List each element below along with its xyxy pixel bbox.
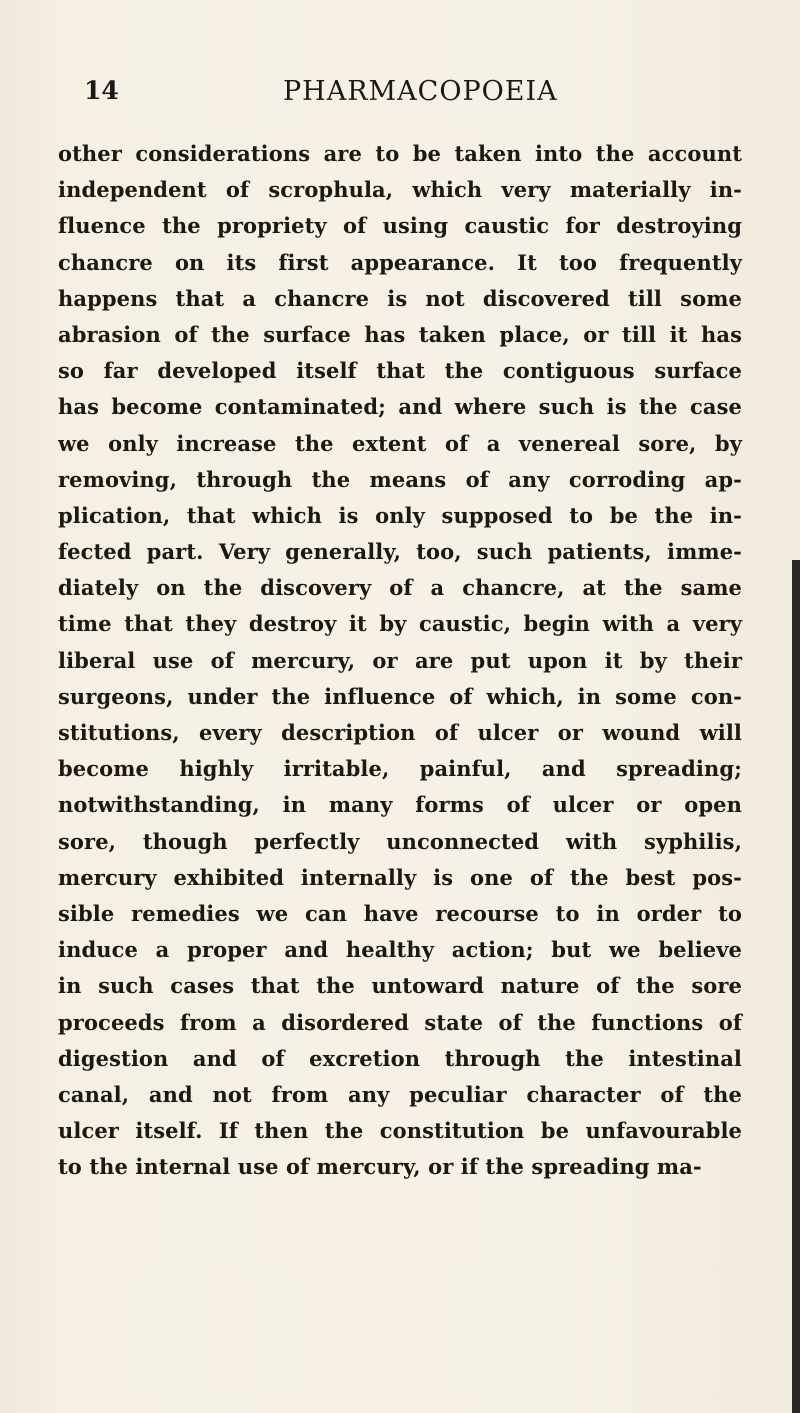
- text-line: happens that a chancre is not discovered till some: [58, 285, 742, 311]
- text-line: diately on the discovery of a chancre, at the same: [58, 575, 742, 601]
- page-edge-shadow: [792, 560, 800, 1413]
- text-line: notwithstanding, in many forms of ulcer or open: [58, 792, 742, 818]
- running-head: PHARMACOPOEIA: [283, 76, 558, 107]
- text-line: removing, through the means of any corroding ap-: [58, 466, 742, 492]
- text-line: become highly irritable, painful, and spreading;: [58, 756, 742, 782]
- text-line: abrasion of the surface has taken place, or till it has: [58, 321, 742, 347]
- text-line: time that they destroy it by caustic, begin with a very: [58, 611, 742, 637]
- text-line: has become contaminated; and where such is the case: [58, 394, 742, 420]
- page-header: [84, 76, 704, 116]
- text-line: liberal use of mercury, or are put upon it by their: [58, 647, 742, 673]
- text-line: ulcer itself. If then the constitution be unfavourable: [58, 1118, 742, 1144]
- text-line: in such cases that the untoward nature of the sore: [58, 973, 742, 999]
- text-line: fected part. Very generally, too, such patients, imme-: [58, 539, 742, 565]
- page-number: 14: [84, 76, 119, 105]
- text-line: chancre on its first appearance. It too frequently: [58, 249, 742, 275]
- text-line: stitutions, every description of ulcer or wound will: [58, 720, 742, 745]
- text-line: canal, and not from any peculiar character of the: [58, 1081, 742, 1107]
- text-line: other considerations are to be taken into the account: [58, 141, 742, 166]
- text-line: so far developed itself that the contiguous surface: [58, 358, 742, 384]
- text-line: digestion and of excretion through the intestinal: [58, 1045, 742, 1071]
- text-line: sible remedies we can have recourse to in order to: [58, 900, 742, 926]
- text-line: to the internal use of mercury, or if the spreading ma-: [58, 1154, 702, 1180]
- text-line: proceeds from a disordered state of the functions of: [58, 1009, 742, 1035]
- text-line: mercury exhibited internally is one of the best pos-: [58, 864, 742, 890]
- text-line: sore, though perfectly unconnected with syphilis,: [58, 828, 742, 854]
- body-text: [58, 136, 742, 1185]
- text-line: independent of scrophula, which very materially in-: [58, 177, 742, 203]
- text-line: induce a proper and healthy action; but we believe: [58, 937, 742, 963]
- text-line: fluence the propriety of using caustic for destroying: [58, 213, 742, 239]
- text-line: we only increase the extent of a venereal sore, by: [58, 430, 742, 456]
- text-line: surgeons, under the influence of which, in some con-: [58, 683, 742, 709]
- text-line: plication, that which is only supposed to be the in-: [58, 502, 742, 528]
